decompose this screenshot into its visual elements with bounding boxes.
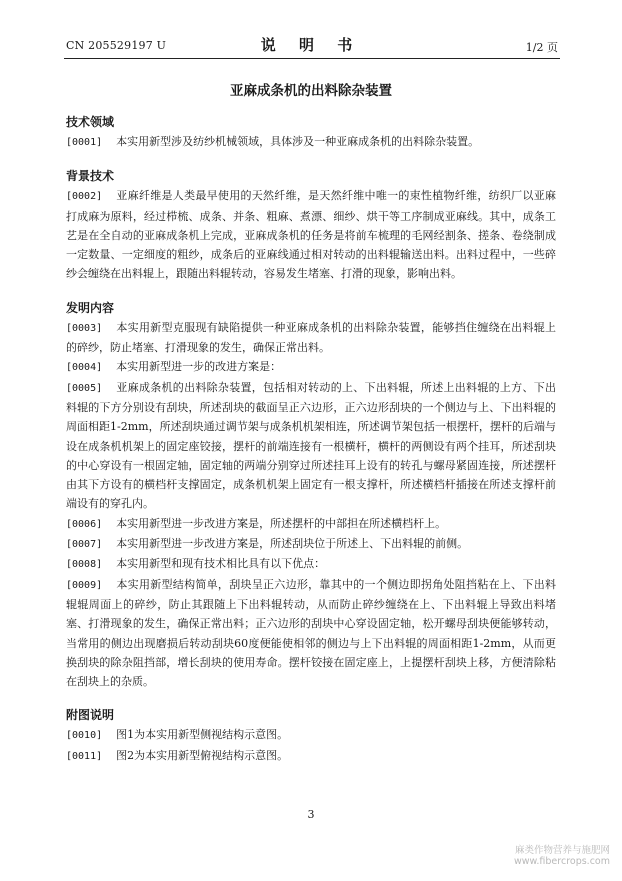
paragraph	[66, 534, 556, 554]
paragraph	[66, 318, 556, 358]
document-type: 说 明 书	[260, 36, 362, 54]
patent-number: CN 205529197 U	[66, 39, 167, 52]
paragraph	[66, 357, 556, 377]
document-title: 亚麻成条机的出料除杂装置	[230, 83, 392, 99]
paragraph-number: [0005]	[66, 382, 103, 394]
watermark-url: www.fibercrops.com	[513, 856, 610, 867]
paragraph-number: [0001]	[66, 137, 103, 148]
paragraph	[66, 378, 556, 514]
document-body	[66, 112, 556, 766]
paragraph-number: [0008]	[66, 559, 103, 571]
paragraph-text: 本实用新型进一步改进方案是，所述刮块位于所述上、下出料辊的前侧。	[116, 537, 469, 551]
section-heading: 背景技术	[66, 169, 115, 184]
section-heading: 技术领域	[66, 115, 115, 129]
paragraph-text: 亚麻成条机的出料除杂装置，包括相对转动的上、下出料辊，所述上出料辊的上方、下出料辊的下方分别设有刮块，所述刮块的截面呈正六边形，正六边形刮块的一个侧边与上、下出料辊的周面相距1-2mm，所述刮块通过调节架与成条机机架相连，所述调节架包括一根摆杆，摆杆的后端与设在成条机机架上的固定座铰接，摆杆的前端连接有一根横杆，横杆的两侧设有两个挂耳，所述刮块的中心穿设有一根固定轴，固定轴的两端分别穿过所述挂耳上设有的转孔与螺母紧固连接，所述摆杆由其下方设有的横档杆支撑固定，成条机机架上固定有一根支撑杆，所述横档杆插接在所述支撑杆前端设有的穿孔内。	[66, 380, 556, 511]
paragraph-number: [0002]	[66, 191, 103, 203]
paragraph-text: 本实用新型进一步改进方案是，所述摆杆的中部担在所述横档杆上。	[116, 516, 447, 530]
paragraph-text: 图1为本实用新型侧视结构示意图。	[116, 728, 289, 742]
paragraph-number: [0006]	[66, 518, 103, 530]
paragraph	[66, 554, 556, 574]
paragraph-number: [0004]	[66, 362, 103, 374]
paragraph-number: [0003]	[66, 322, 103, 334]
paragraph-number: [0011]	[66, 750, 103, 762]
watermark	[514, 845, 610, 867]
page-header	[0, 0, 622, 60]
section-heading: 附图说明	[66, 708, 115, 723]
paragraph	[66, 725, 556, 745]
paragraph	[66, 746, 556, 766]
paragraph-text: 本实用新型涉及纺纱机械领域，具体涉及一种亚麻成条机的出料除杂装置。	[116, 135, 480, 148]
watermark-site-name: 麻类作物营养与施肥网	[514, 845, 610, 856]
section-heading: 发明内容	[66, 300, 115, 315]
paragraph-text: 图2为本实用新型俯视结构示意图。	[116, 748, 289, 762]
paragraph	[66, 575, 556, 692]
paragraph-text: 本实用新型结构简单，刮块呈正六边形，靠其中的一个侧边即拐角处阻挡粘在上、下出料辊辊周面上的碎纱，防止其跟随上下出料辊转动，从而防止碎纱缠绕在上、下出料辊上导致出料堵塞、打滑现象的发生，确保正常出料；正六边形的刮块中心穿设固定轴，松开螺母刮块便能够转动，当常用的侧边出现磨损后转动刮块60度便能使相邻的侧边与上下出料辊的周面相距1-2mm，从而更换刮块的除杂阻挡部，增长刮块的使用寿命。摆杆铰接在固定座上，上提摆杆刮块上移，方便清除粘在刮块上的杂质。	[66, 577, 556, 689]
paragraph	[66, 186, 556, 283]
header-divider	[64, 58, 560, 59]
paragraph-number: [0009]	[66, 579, 103, 591]
paragraph-text: 本实用新型克服现有缺陷提供一种亚麻成条机的出料除杂装置，能够挡住缠绕在出料辊上的碎纱，防止堵塞、打滑现象的发生，确保正常出料。	[66, 320, 556, 355]
paragraph-text: 亚麻纤维是人类最早使用的天然纤维，是天然纤维中唯一的束性植物纤维，纺织厂以亚麻打成麻为原料，经过栉梳、成条、并条、粗麻、煮漂、细纱、烘干等工序制成亚麻线。其中，成条工艺是在全自动的亚麻成条机上完成，亚麻成条机的任务是将前车梳理的毛网经割条、搓条、卷绕制成一定数量、一定细度的粗纱，成条后的亚麻线通过相对转动的出料辊输送出料。出料过程中，一些碎纱会缠绕在出料辊上，跟随出料辊转动，容易发生堵塞、打滑的现象，影响出料。	[66, 189, 556, 281]
page-number: 3	[307, 808, 315, 821]
paragraph	[66, 514, 556, 534]
page-indicator: 1/2 页	[525, 41, 558, 54]
paragraph	[66, 132, 556, 152]
paragraph-text: 本实用新型和现有技术相比具有以下优点：	[116, 557, 326, 571]
paragraph-number: [0010]	[66, 730, 103, 742]
paragraph-text: 本实用新型进一步的改进方案是：	[116, 360, 282, 374]
paragraph-number: [0007]	[66, 539, 103, 551]
